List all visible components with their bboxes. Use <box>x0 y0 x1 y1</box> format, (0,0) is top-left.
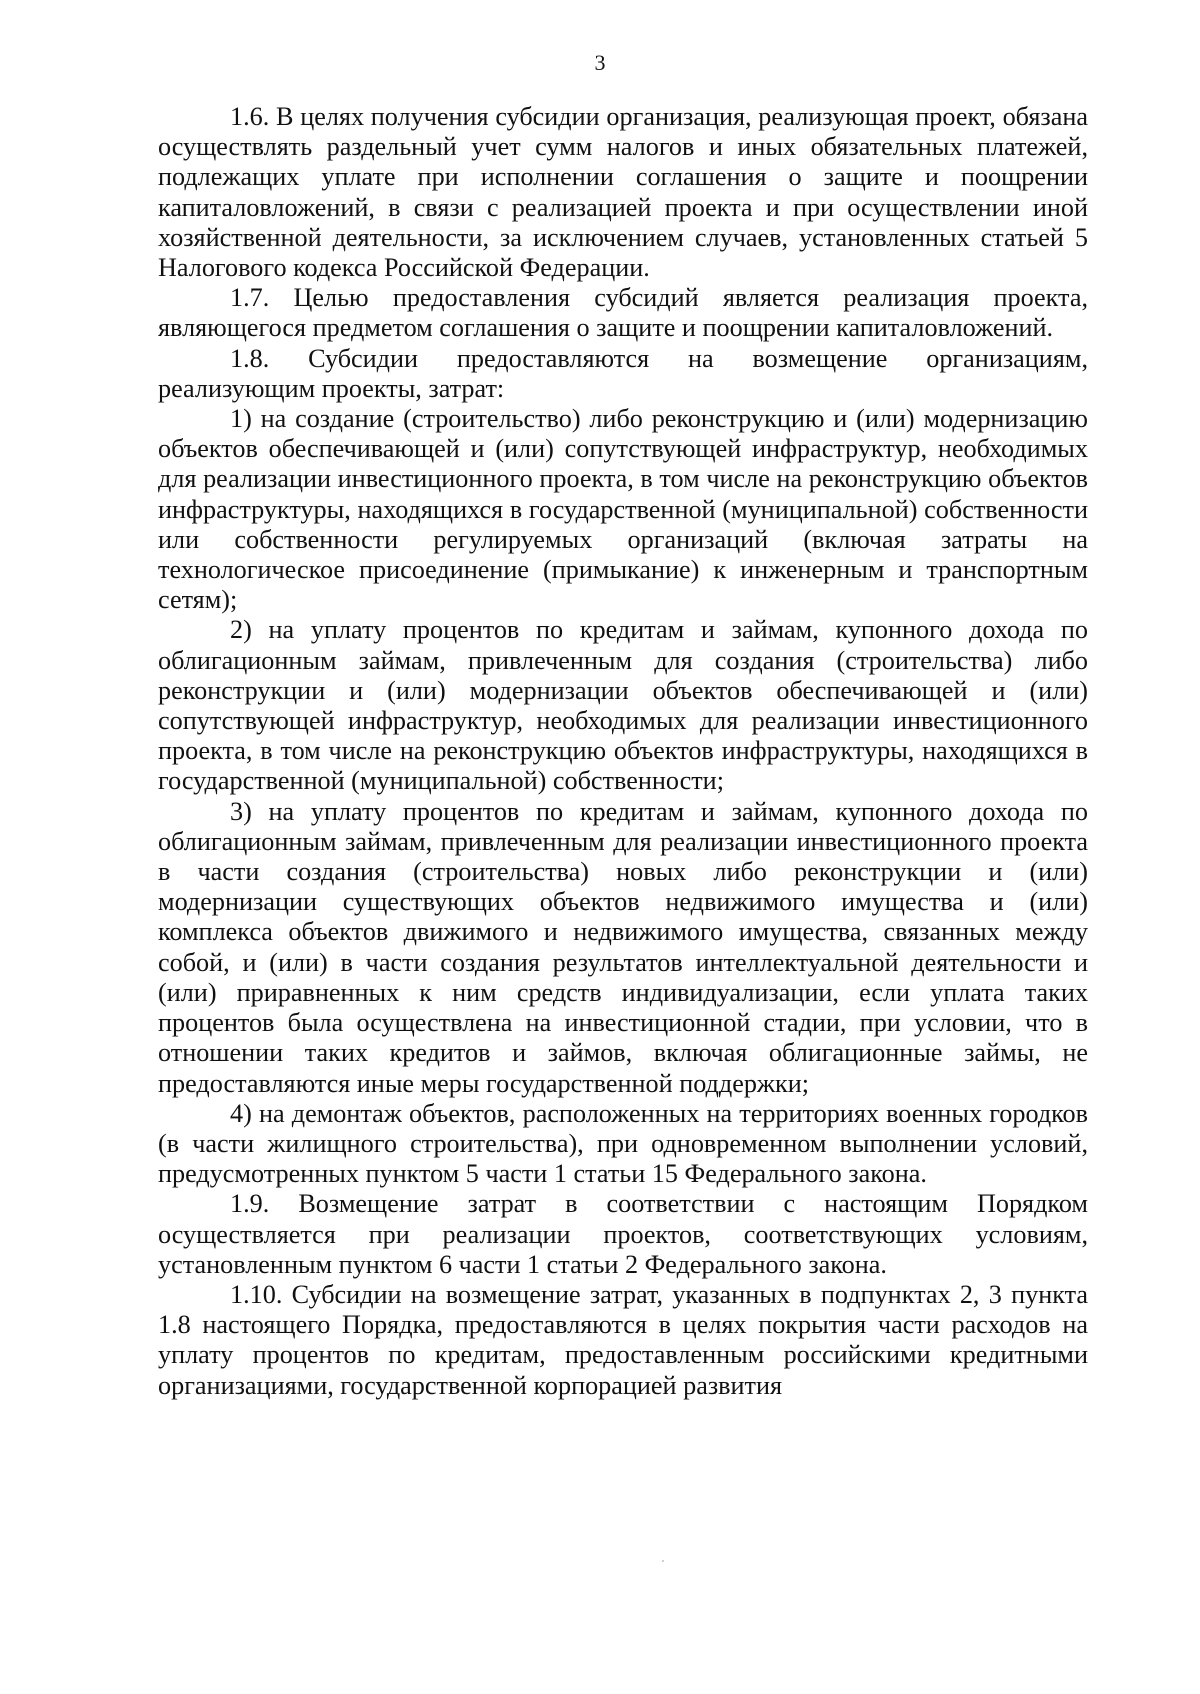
paragraph-1-8: 1.8. Субсидии предоставляются на возмещение организациям, реализующим проекты, затрат: <box>158 343 1088 403</box>
paragraph-1-8-item-4: 4) на демонтаж объектов, расположенных на территориях военных городков (в части жилищного строительства), при одновременном выполнении условий, предусмотренных пунктом 5 части 1 статьи 15 Федерального закона. <box>158 1098 1088 1189</box>
paragraph-1-8-item-2: 2) на уплату процентов по кредитам и займам, купонного дохода по облигационным займам, привлеченным для создания (строительства) либо реконструкции и (или) модернизации объектов обеспечивающей и (или) сопутствующей инфраструктур, необходимых для реализации инвестиционного проекта, в том числе на реконструкцию объектов инфраструктуры, находящихся в государственной (муниципальной) собственности; <box>158 615 1088 796</box>
scan-speck <box>662 1560 664 1562</box>
document-body <box>158 102 1088 1401</box>
paragraph-1-6: 1.6. В целях получения субсидии организация, реализующая проект, обязана осуществлять раздельный учет сумм налогов и иных обязательных платежей, подлежащих уплате при исполнении соглашения о защите и поощрении капиталовложений, в связи с реализацией проекта и при осуществлении иной хозяйственной деятельности, за исключением случаев, установленных статьей 5 Налогового кодекса Российской Федерации. <box>158 102 1088 283</box>
paragraph-1-7: 1.7. Целью предоставления субсидий является реализация проекта, являющегося предметом соглашения о защите и поощрении капиталовложений. <box>158 283 1088 343</box>
page-number: 3 <box>594 50 606 75</box>
paragraph-1-8-item-1: 1) на создание (строительство) либо реконструкцию и (или) модернизацию объектов обеспечивающей и (или) сопутствующей инфраструктур, необходимых для реализации инвестиционного проекта, в том числе на реконструкцию объектов инфраструктуры, находящихся в государственной (муниципальной) собственности или собственности регулируемых организаций (включая затраты на технологическое присоединение (примыкание) к инженерным и транспортным сетям); <box>158 404 1088 615</box>
paragraph-1-8-item-3: 3) на уплату процентов по кредитам и займам, купонного дохода по облигационным займам, привлеченным для реализации инвестиционного проекта в части создания (строительства) новых либо реконструкции и (или) модернизации существующих объектов недвижимого имущества и (или) комплекса объектов движимого и недвижимого имущества, связанных между собой, и (или) в части создания результатов интеллектуальной деятельности и (или) приравненных к ним средств индивидуализации, если уплата таких процентов была осуществлена на инвестиционной стадии, при условии, что в отношении таких кредитов и займов, включая облигационные займы, не предоставляются иные меры государственной поддержки; <box>158 796 1088 1098</box>
paragraph-1-9: 1.9. Возмещение затрат в соответствии с настоящим Порядком осуществляется при реализации проектов, соответствующих условиям, установленным пунктом 6 части 1 статьи 2 Федерального закона. <box>158 1189 1088 1279</box>
paragraph-1-10: 1.10. Субсидии на возмещение затрат, указанных в подпунктах 2, 3 пункта 1.8 настоящего Порядка, предоставляются в целях покрытия части расходов на уплату процентов по кредитам, предоставленным российскими кредитными организациями, государственной корпорацией развития <box>158 1279 1088 1400</box>
